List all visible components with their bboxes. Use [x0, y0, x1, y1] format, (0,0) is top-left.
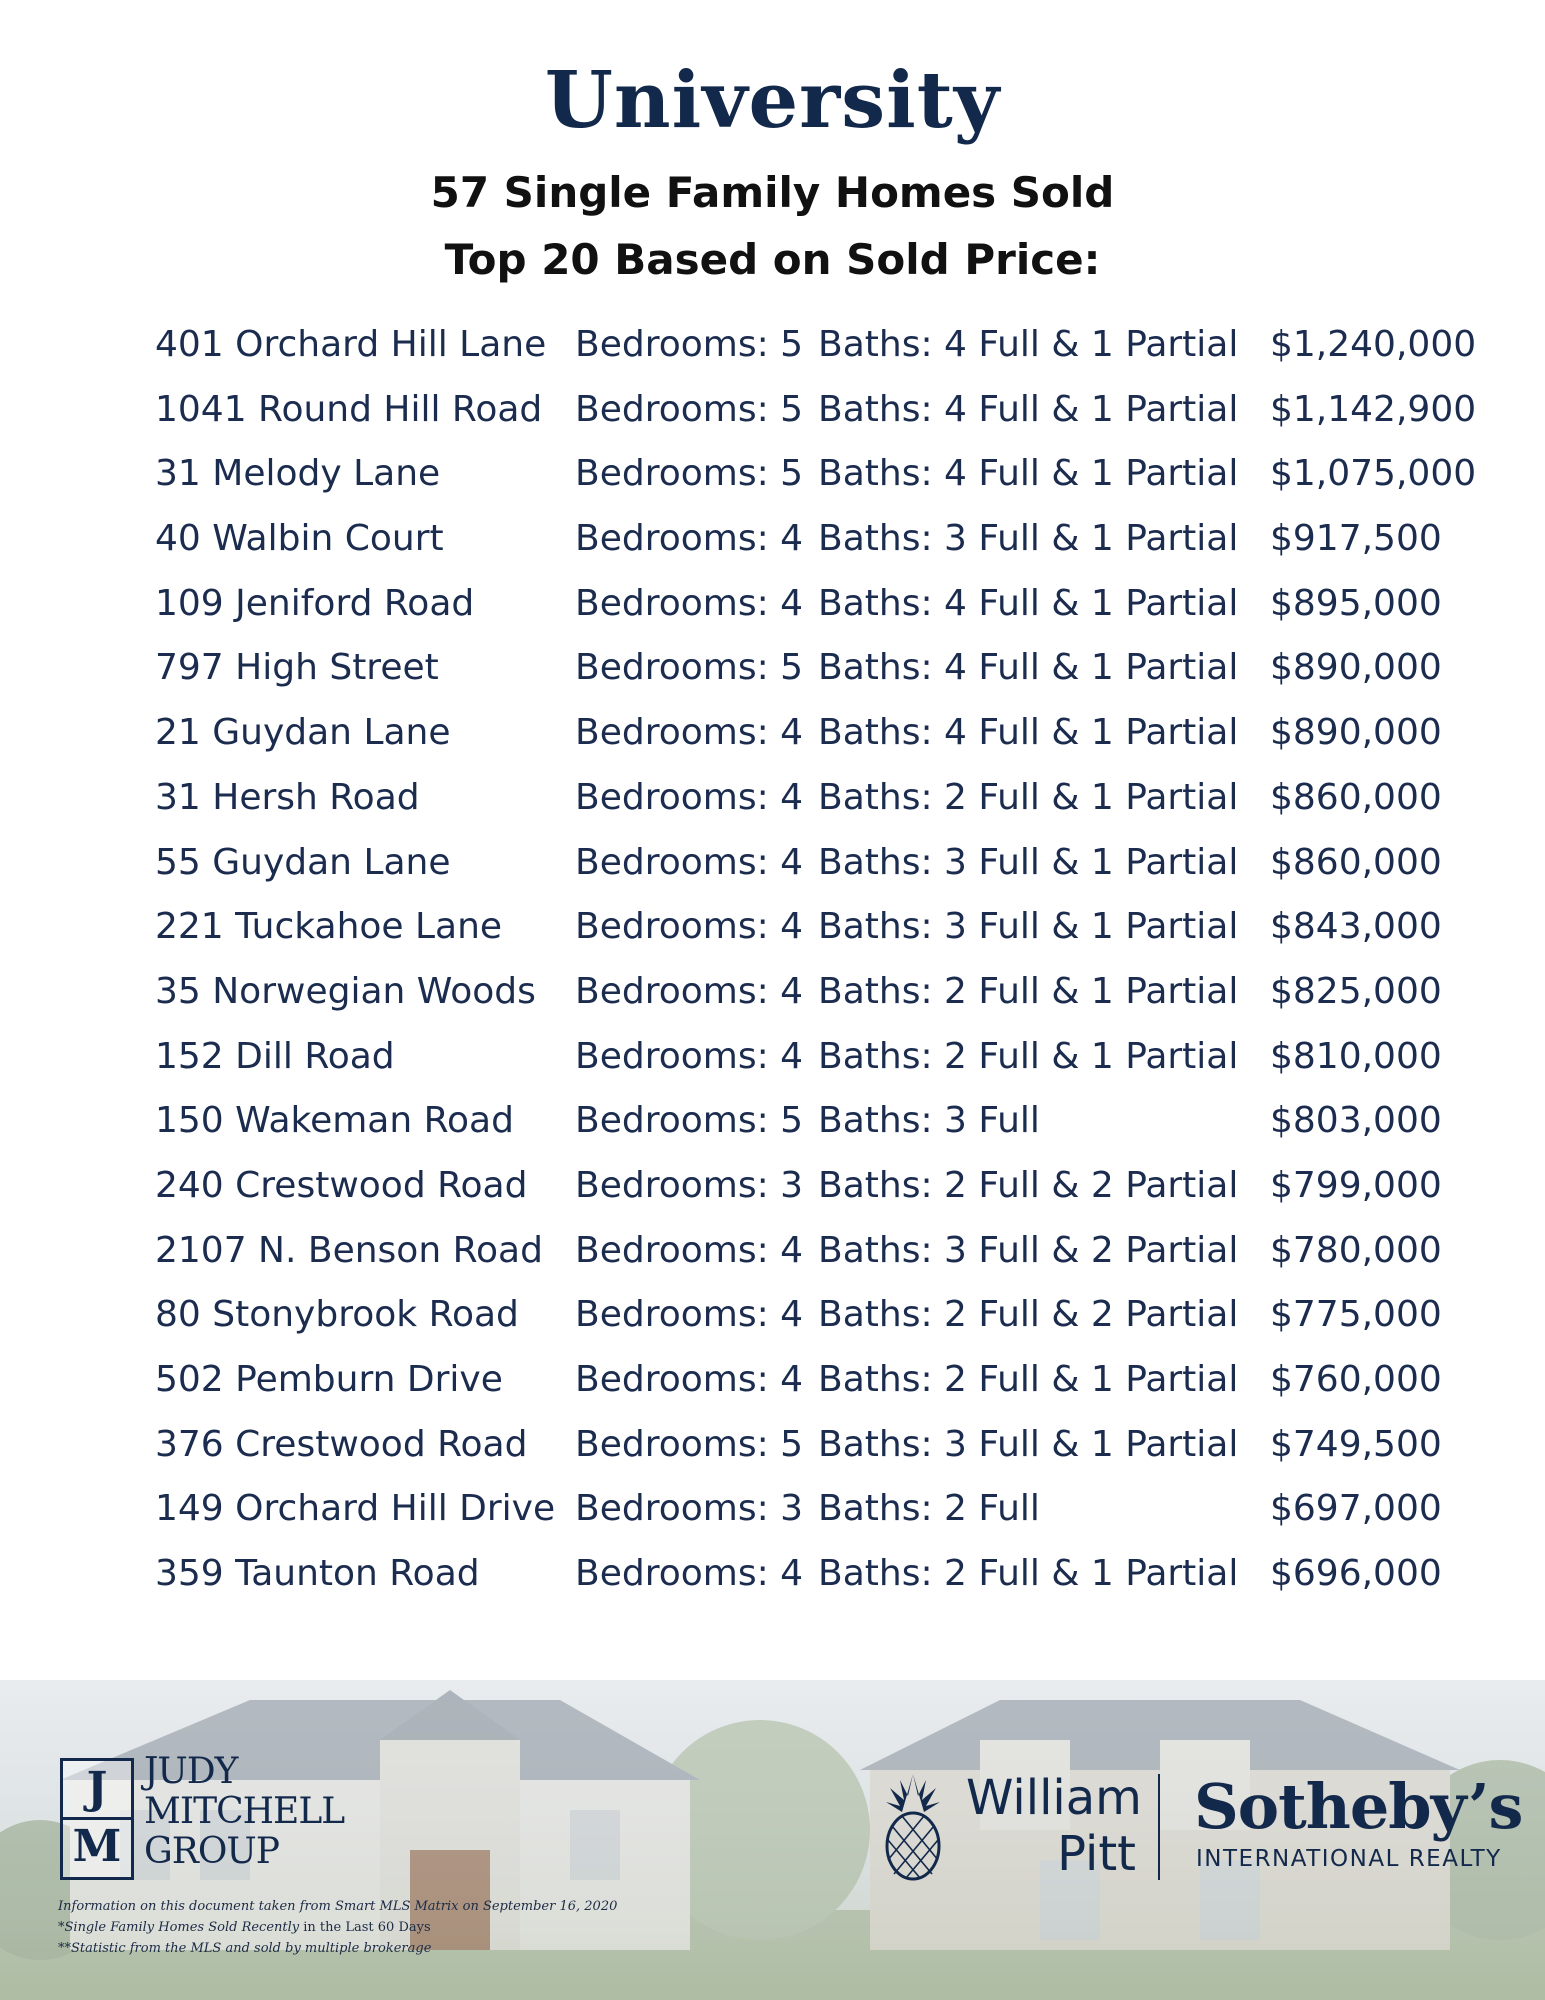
listing-price: $860,000: [1270, 841, 1442, 883]
listing-row: [155, 641, 1485, 706]
listing-row: [155, 965, 1485, 1030]
listing-row: [155, 1224, 1485, 1289]
listing-row: [155, 577, 1485, 642]
listing-price: $780,000: [1270, 1229, 1442, 1271]
listing-price: $890,000: [1270, 712, 1442, 754]
disclaimer-line2: *Single Family Homes Sold Recently in the Last 60 Days: [58, 1920, 431, 1935]
listing-address: 376 Crestwood Road: [155, 1423, 528, 1465]
listing-address: 55 Guydan Lane: [155, 841, 451, 883]
listing-row: [155, 1482, 1485, 1547]
listing-row: [155, 318, 1485, 383]
listing-baths: Baths: 4 Full & 1 Partial: [818, 324, 1239, 365]
listing-baths: Baths: 3 Full & 1 Partial: [818, 841, 1239, 883]
listing-address: 359 Taunton Road: [155, 1553, 480, 1595]
jm-name-line1: JUDY: [144, 1751, 238, 1792]
listing-baths: Baths: 4 Full & 1 Partial: [818, 453, 1239, 495]
listing-row: [155, 900, 1485, 965]
jm-group-name: [144, 1752, 344, 1872]
listing-bedrooms: Bedrooms: 5: [575, 388, 804, 430]
listing-bedrooms: Bedrooms: 5: [575, 1423, 804, 1465]
listing-bedrooms: Bedrooms: 4: [575, 712, 804, 754]
listing-price: $775,000: [1270, 1294, 1442, 1336]
listing-baths: Baths: 2 Full & 1 Partial: [818, 1553, 1239, 1595]
william-pitt-wordmark: [966, 1770, 1142, 1882]
listing-bedrooms: Bedrooms: 5: [575, 453, 804, 495]
listing-address: 149 Orchard Hill Drive: [155, 1488, 556, 1530]
listing-address: 1041 Round Hill Road: [155, 388, 543, 430]
listing-row: [155, 1418, 1485, 1483]
listing-row: [155, 1353, 1485, 1418]
listing-bedrooms: Bedrooms: 4: [575, 1035, 804, 1077]
listing-baths: Baths: 4 Full & 1 Partial: [818, 582, 1239, 624]
subtitle-homes-sold: 57 Single Family Homes Sold: [430, 168, 1115, 217]
listing-address: 240 Crestwood Road: [155, 1164, 528, 1206]
disclaimer: [58, 1896, 617, 1959]
listing-row: [155, 1547, 1485, 1612]
listing-price: $803,000: [1270, 1100, 1442, 1142]
listing-row: [155, 1030, 1485, 1095]
jm-letter-j: J: [86, 1763, 108, 1814]
jm-letter-m: M: [72, 1821, 122, 1872]
listing-price: $810,000: [1270, 1035, 1442, 1077]
listing-bedrooms: Bedrooms: 5: [575, 647, 804, 689]
listing-baths: Baths: 2 Full & 2 Partial: [818, 1164, 1239, 1206]
listing-bedrooms: Bedrooms: 4: [575, 841, 804, 883]
listing-bedrooms: Bedrooms: 4: [575, 1359, 804, 1400]
listing-address: 401 Orchard Hill Lane: [155, 324, 547, 365]
listing-baths: Baths: 3 Full & 1 Partial: [818, 518, 1239, 560]
listing-address: 150 Wakeman Road: [155, 1100, 514, 1142]
william-pitt-line1: William: [966, 1770, 1142, 1826]
listing-address: 152 Dill Road: [155, 1035, 395, 1077]
listing-price: $1,240,000: [1270, 324, 1477, 365]
listing-bedrooms: Bedrooms: 4: [575, 518, 804, 560]
pineapple-icon: [882, 1770, 944, 1882]
listing-price: $860,000: [1270, 776, 1442, 818]
listing-price: $895,000: [1270, 582, 1442, 624]
listing-bedrooms: Bedrooms: 5: [575, 1100, 804, 1142]
listing-price: $890,000: [1270, 647, 1442, 689]
listing-price: $843,000: [1270, 906, 1442, 948]
listing-bedrooms: Bedrooms: 4: [575, 970, 804, 1012]
disclaimer-line1: Information on this document taken from Smart MLS Matrix on September 16, 2020: [58, 1899, 618, 1914]
listing-price: $917,500: [1270, 518, 1442, 560]
listing-row: [155, 447, 1485, 512]
listing-bedrooms: Bedrooms: 4: [575, 776, 804, 818]
listing-baths: Baths: 2 Full & 1 Partial: [818, 970, 1239, 1012]
sothebys-wordmark: Sotheby’s: [1194, 1770, 1523, 1843]
listing-baths: Baths: 2 Full: [818, 1488, 1040, 1530]
listing-row: [155, 512, 1485, 577]
listing-bedrooms: Bedrooms: 4: [575, 1229, 804, 1271]
jm-monogram: [60, 1758, 134, 1880]
listings-table: [155, 318, 1485, 1612]
listing-bedrooms: Bedrooms: 4: [575, 1294, 804, 1336]
listing-bedrooms: Bedrooms: 5: [575, 324, 804, 365]
listing-price: $1,075,000: [1270, 453, 1477, 495]
listing-baths: Baths: 3 Full: [818, 1100, 1040, 1142]
listing-row: [155, 836, 1485, 901]
listing-address: 31 Melody Lane: [155, 453, 441, 495]
footer-banner: [0, 1680, 1545, 2000]
listing-price: $825,000: [1270, 970, 1442, 1012]
jm-name-line3: GROUP: [144, 1831, 279, 1872]
listing-address: 21 Guydan Lane: [155, 712, 451, 754]
listing-bedrooms: Bedrooms: 3: [575, 1488, 804, 1530]
listing-row: [155, 706, 1485, 771]
jm-name-line2: MITCHELL: [144, 1791, 345, 1832]
listing-address: 35 Norwegian Woods: [155, 970, 536, 1012]
listing-price: $799,000: [1270, 1164, 1442, 1206]
listing-baths: Baths: 4 Full & 1 Partial: [818, 388, 1239, 430]
page-title: University: [544, 55, 1001, 146]
listing-address: 80 Stonybrook Road: [155, 1294, 519, 1336]
listing-row: [155, 1288, 1485, 1353]
subtitle-top-20: Top 20 Based on Sold Price:: [444, 235, 1101, 284]
listing-bedrooms: Bedrooms: 4: [575, 1553, 804, 1595]
listing-baths: Baths: 3 Full & 1 Partial: [818, 1423, 1239, 1465]
listing-baths: Baths: 3 Full & 2 Partial: [818, 1229, 1239, 1271]
international-realty-tagline: INTERNATIONAL REALTY: [1196, 1846, 1502, 1872]
listing-address: 31 Hersh Road: [155, 776, 420, 818]
listing-address: 797 High Street: [155, 647, 439, 689]
listing-row: [155, 1159, 1485, 1224]
listing-address: 502 Pemburn Drive: [155, 1359, 503, 1400]
listing-price: $760,000: [1270, 1359, 1442, 1400]
listing-baths: Baths: 2 Full & 1 Partial: [818, 1035, 1239, 1077]
listing-row: [155, 383, 1485, 448]
listing-address: 109 Jeniford Road: [155, 582, 475, 624]
listing-price: $749,500: [1270, 1423, 1442, 1465]
listing-price: $696,000: [1270, 1553, 1442, 1595]
listing-baths: Baths: 4 Full & 1 Partial: [818, 712, 1239, 754]
listing-price: $1,142,900: [1270, 388, 1477, 430]
listing-address: 40 Walbin Court: [155, 518, 444, 560]
disclaimer-line3: **Statistic from the MLS and sold by multiple brokerage: [58, 1941, 432, 1956]
listing-baths: Baths: 4 Full & 1 Partial: [818, 647, 1239, 689]
listing-price: $697,000: [1270, 1488, 1442, 1530]
listing-baths: Baths: 3 Full & 1 Partial: [818, 906, 1239, 948]
listing-baths: Baths: 2 Full & 1 Partial: [818, 776, 1239, 818]
listing-bedrooms: Bedrooms: 4: [575, 906, 804, 948]
listing-bedrooms: Bedrooms: 3: [575, 1164, 804, 1206]
listing-bedrooms: Bedrooms: 4: [575, 582, 804, 624]
logo-divider: [1158, 1774, 1160, 1880]
listing-baths: Baths: 2 Full & 1 Partial: [818, 1359, 1239, 1400]
listing-address: 2107 N. Benson Road: [155, 1229, 543, 1271]
william-pitt-line2: Pitt: [1057, 1826, 1136, 1882]
listing-row: [155, 771, 1485, 836]
listing-row: [155, 1094, 1485, 1159]
listing-address: 221 Tuckahoe Lane: [155, 906, 503, 948]
listing-baths: Baths: 2 Full & 2 Partial: [818, 1294, 1239, 1336]
